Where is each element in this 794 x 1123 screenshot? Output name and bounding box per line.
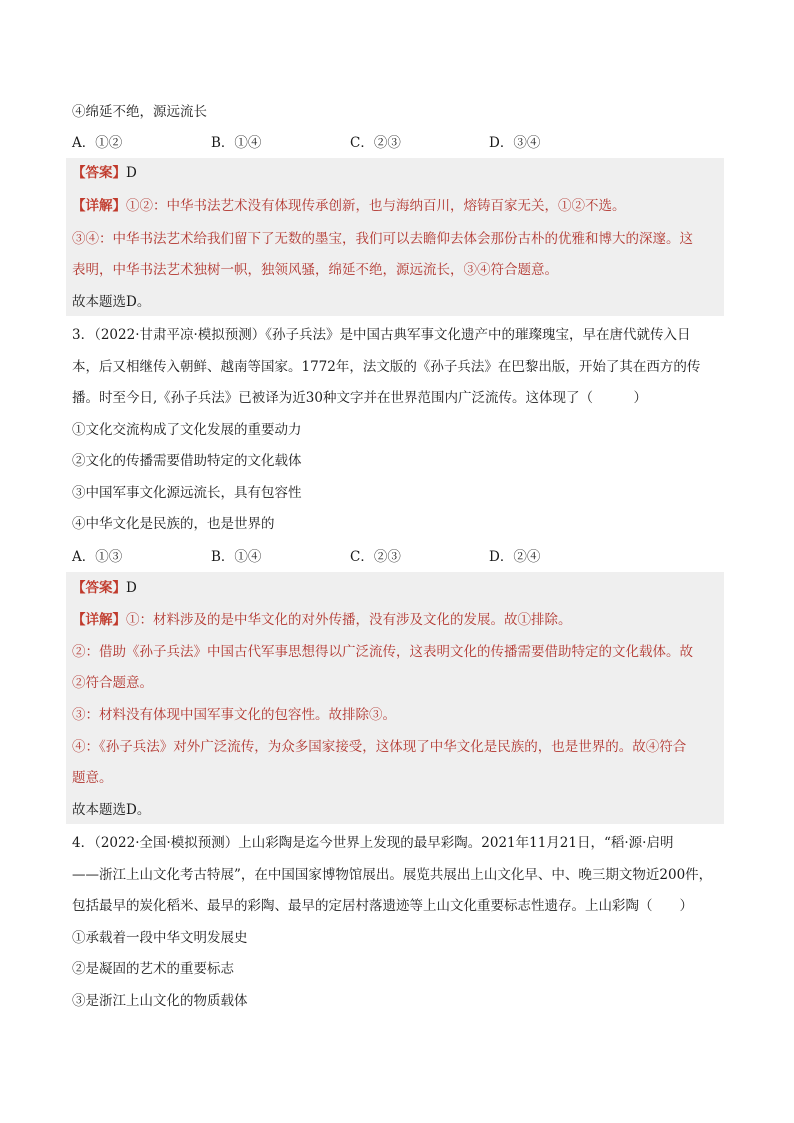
q4-item-2: ②是凝固的艺术的重要标志 <box>72 961 234 977</box>
q2-option-b: B．①④ <box>211 135 262 151</box>
q2-option-a: A．①② <box>72 135 123 151</box>
q2-conclusion: 故本题选D。 <box>72 294 151 310</box>
q3-option-c: C．②③ <box>350 549 401 565</box>
q2-options <box>72 133 724 153</box>
q3-detail-tag: 【详解】 <box>72 612 126 628</box>
q3-item-1: ①文化交流构成了文化发展的重要动力 <box>72 422 302 438</box>
q4-stem-2: ——浙江上山文化考古特展”，在中国国家博物馆展出。展览共展出上山文化早、中、晚三期文物近200件， <box>72 867 713 883</box>
q3-detail-1-text: ①：材料涉及的是中华文化的对外传播，没有涉及文化的发展。故①排除。 <box>126 612 572 628</box>
q4-stem-3: 包括最早的炭化稻米、最早的彩陶、最早的定居村落遗迹等上山文化重要标志性遗存。上山彩陶（ ） <box>72 898 693 914</box>
q3-answer-line <box>72 578 724 598</box>
q3-options <box>72 547 724 567</box>
q3-item-3: ③中国军事文化源远流长，具有包容性 <box>72 485 302 501</box>
q2-detail-2a: ③④：中华书法艺术给我们留下了无数的墨宝，我们可以去瞻仰去体会那份古朴的优雅和博大的深邃。这 <box>72 231 693 247</box>
q2-option-d: D．③④ <box>489 135 541 151</box>
q3-detail-3: ③：材料没有体现中国军事文化的包容性。故排除③。 <box>72 707 396 723</box>
q3-stem-3: 播。时至今日,《孙子兵法》已被译为近30种文字并在世界范围内广泛流传。这体现了（ ） <box>72 390 647 406</box>
q3-detail-4a: ④：《孙子兵法》对外广泛流传，为众多国家接受，这体现了中华文化是民族的，也是世界的。故④符合 <box>72 739 687 755</box>
q4-item-1: ①承载着一段中华文明发展史 <box>72 930 248 946</box>
q2-item-4: ④绵延不绝，源远流长 <box>72 104 207 120</box>
q3-answer-value: D <box>126 580 137 596</box>
q4-stem-1: 4．（2022·全国·模拟预测）上山彩陶是迄今世界上发现的最早彩陶。2021年11月21日，“稻·源·启明 <box>72 835 674 851</box>
q4-item-3: ③是浙江上山文化的物质载体 <box>72 993 248 1009</box>
q2-detail-tag: 【详解】 <box>72 198 126 214</box>
q3-detail-2b: ②符合题意。 <box>72 675 153 691</box>
q3-item-4: ④中华文化是民族的，也是世界的 <box>72 516 275 532</box>
q2-answer-tag: 【答案】 <box>72 165 126 181</box>
q3-stem-2: 本，后又相继传入朝鲜、越南等国家。1772年，法文版的《孙子兵法》在巴黎出版，开始了其在西方的传 <box>72 359 701 375</box>
q3-option-a: A．①③ <box>72 549 123 565</box>
q3-option-d: D．②④ <box>489 549 541 565</box>
q2-detail-1 <box>72 196 724 216</box>
q3-detail-1 <box>72 610 724 630</box>
q2-answer-value: D <box>126 165 137 181</box>
q3-stem-1: 3．（2022·甘肃平凉·模拟预测）《孙子兵法》是中国古典军事文化遗产中的璀璨瑰宝，早在唐代就传入日 <box>72 327 691 343</box>
q2-detail-1-text: ①②：中华书法艺术没有体现传承创新，也与海纳百川，熔铸百家无关，①②不选。 <box>126 198 626 214</box>
q3-answer-tag: 【答案】 <box>72 580 126 596</box>
q3-item-2: ②文化的传播需要借助特定的文化载体 <box>72 453 302 469</box>
q3-conclusion: 故本题选D。 <box>72 802 151 818</box>
q3-detail-4b: 题意。 <box>72 770 113 786</box>
q2-detail-2b: 表明，中华书法艺术独树一帜，独领风骚，绵延不绝，源远流长，③④符合题意。 <box>72 262 558 278</box>
q2-option-c: C．②③ <box>350 135 401 151</box>
q3-option-b: B．①④ <box>211 549 262 565</box>
q2-answer-line <box>72 163 724 183</box>
q3-detail-2a: ②：借助《孙子兵法》中国古代军事思想得以广泛流传，这表明文化的传播需要借助特定的文化载体。故 <box>72 644 693 660</box>
